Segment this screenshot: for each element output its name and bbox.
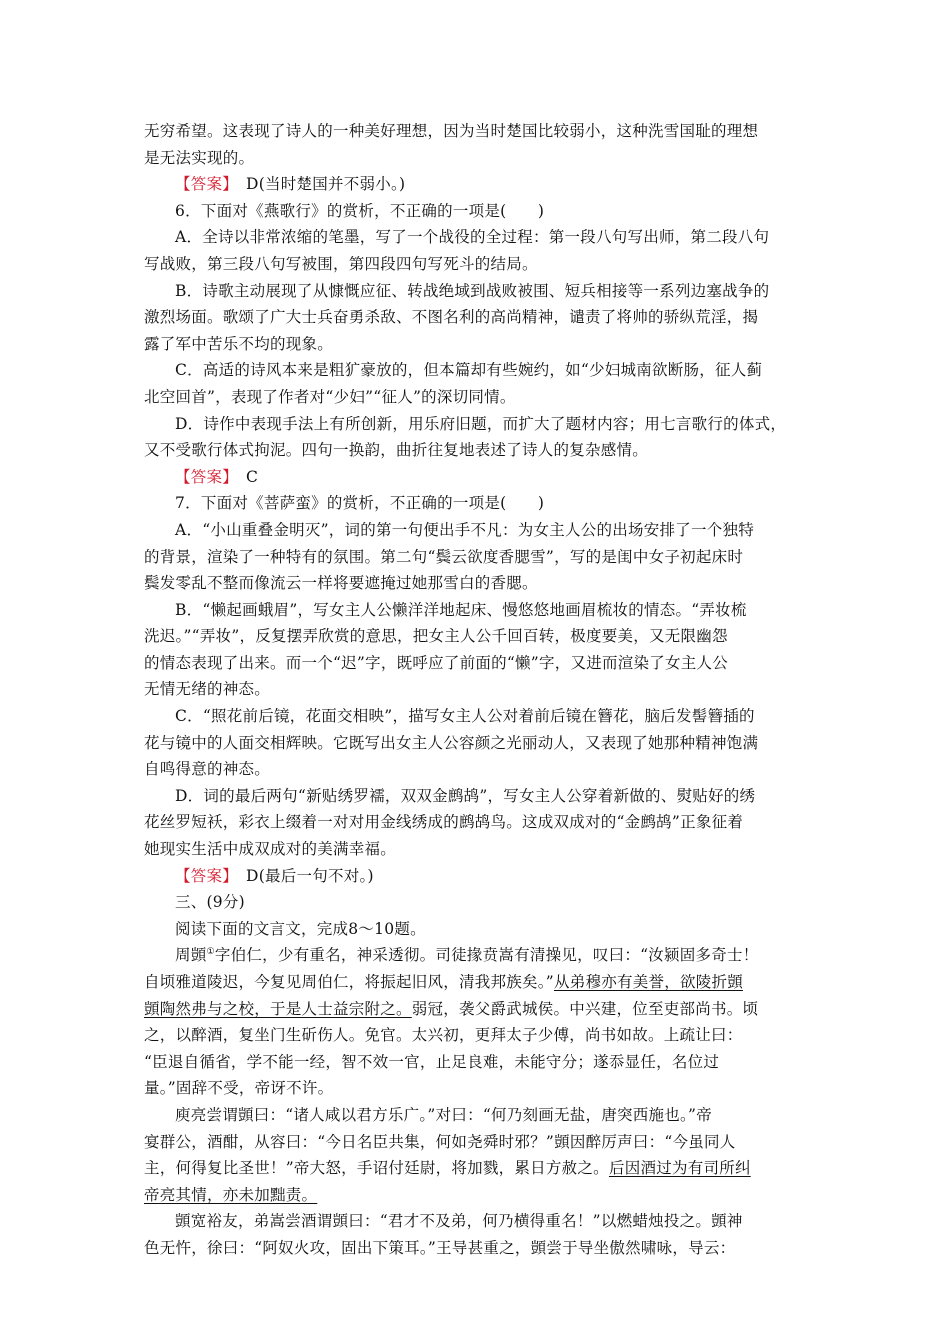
text-line [144, 1102, 814, 1129]
text-line [144, 278, 814, 305]
line-text: 量。”固辞不受，帝讶不许。 [144, 1079, 334, 1098]
text-line [144, 171, 814, 198]
text-line [144, 198, 814, 225]
line-text: B．“懒起画蛾眉”，写女主人公懒洋洋地起床、慢悠悠地画眉梳妆的情态。“弄妆梳 [175, 600, 747, 619]
line-text: C．高适的诗风本来是粗犷豪放的，但本篇却有些婉约，如“少妇城南欲断肠，征人蓟 [175, 361, 763, 380]
text-line [144, 836, 814, 863]
text-line [144, 1235, 814, 1262]
line-text: 写战败，第三段八句写被围，第四段四句写死斗的结局。 [144, 254, 538, 273]
text-line [144, 703, 814, 730]
line-text: 自鸣得意的神态。 [144, 760, 271, 779]
text-line [144, 942, 814, 969]
text-line [144, 809, 814, 836]
answer-label: 【答案】 [175, 467, 231, 486]
text-line [144, 730, 814, 757]
footnote-mark: ① [206, 947, 215, 958]
line-text: 庾亮尝谓顗曰：“诸人咸以君方乐广。”对曰：“何乃刻画无盐，唐突西施也。”帝 [175, 1105, 712, 1124]
text-line [144, 304, 814, 331]
text-line [144, 490, 814, 517]
line-text: B．诗歌主动展现了从慷慨应征、转战绝域到战败被围、短兵相接等一系列边塞战争的 [175, 281, 770, 300]
text-line [144, 464, 814, 491]
text-line [144, 145, 814, 172]
line-text: D．诗作中表现手法上有所创新，用乐府旧题，而扩大了题材内容；用七言歌行的体式， [175, 414, 787, 433]
text-line [144, 224, 814, 251]
text-line [144, 570, 814, 597]
underlined-text: 帝亮其情，亦未加黜责。 [144, 1185, 318, 1204]
line-text: D(当时楚国并不弱小。) [230, 175, 406, 194]
text-line [144, 1155, 814, 1182]
line-text: 花与镜中的人面交相辉映。它既写出女主人公容颜之光丽动人，又表现了她那种精神饱满 [144, 733, 759, 752]
line-text: 的情态表现了出来。而一个“迟”字，既呼应了前面的“懒”字，又进而渲染了女主人公 [144, 653, 728, 672]
answer-label: 【答案】 [175, 175, 231, 194]
line-text: 主，何得复比圣世！”帝大怒，手诏付廷尉，将加戮，累日方赦之。 [144, 1159, 609, 1178]
underlined-text: 顗陶然弗与之校，于是人士益宗附之。 [144, 999, 412, 1018]
text-line [144, 1075, 814, 1102]
text-line [144, 357, 814, 384]
line-text: C [230, 467, 259, 486]
line-text: A．全诗以非常浓缩的笔墨，写了一个战役的全过程：第一段八句写出师，第二段八句 [175, 228, 770, 247]
text-line [144, 996, 814, 1023]
text-line [144, 384, 814, 411]
line-text: C．“照花前后镜，花面交相映”，描写女主人公对着前后镜在簪花，脑后发髻簪插的 [175, 707, 755, 726]
line-text: 之，以醉酒，复坐门生斫伤人。免官。太兴初，更拜太子少傅，尚书如故。上疏让曰： [144, 1026, 743, 1045]
line-text: 7．下面对《菩萨蛮》的赏析，不正确的一项是( ) [175, 494, 545, 513]
text-line [144, 544, 814, 571]
text-line [144, 1049, 814, 1076]
line-text: 又不受歌行体式拘泥。四句一换韵，曲折往复地表述了诗人的复杂感情。 [144, 441, 649, 460]
underlined-text: 从弟穆亦有美誉，欲陵折顗 [553, 973, 743, 991]
line-text: 顗宽裕友，弟嵩尝酒谓顗曰：“君才不及弟，何乃横得重名！”以燃蜡烛投之。顗神 [175, 1212, 743, 1231]
line-text: 的背景，渲染了一种特有的氛围。第二句“鬓云欲度香腮雪”，写的是闺中女子初起床时 [144, 547, 744, 566]
text-line [144, 1022, 814, 1049]
line-text: 露了军中苦乐不均的现象。 [144, 334, 334, 353]
text-line [144, 517, 814, 544]
line-text: 洗迟。”“弄妆”，反复摆弄欣赏的意思，把女主人公千回百转，极度要美，又无限幽怨 [144, 627, 728, 646]
text-line [144, 783, 814, 810]
text-line [144, 251, 814, 278]
text-line [144, 1129, 814, 1156]
line-text: 三、(9分) [175, 893, 245, 912]
line-text: 6．下面对《燕歌行》的赏析，不正确的一项是( ) [175, 201, 545, 220]
text-line [144, 969, 814, 996]
text-line [144, 623, 814, 650]
line-text: “臣退自循省，学不能一经，智不效一官，止足良难，未能守分；遂忝显任，名位过 [144, 1052, 720, 1071]
line-text: 无情无绪的神态。 [144, 680, 271, 699]
line-text: 无穷希望。这表现了诗人的一种美好理想，因为当时楚国比较弱小，这种洗雪国耻的理想 [144, 122, 759, 140]
line-text: 周顗 [175, 946, 207, 965]
line-text: 激烈场面。歌颂了广大士兵奋勇杀敌、不图名利的高尚精神，谴责了将帅的骄纵荒淫，揭 [144, 308, 759, 327]
line-text: A．“小山重叠金明灭”，词的第一句便出手不凡：为女主人公的出场安排了一个独特 [175, 520, 755, 539]
text-line [144, 863, 814, 890]
text-line [144, 331, 814, 358]
text-line [144, 756, 814, 783]
answer-label: 【答案】 [175, 866, 231, 885]
line-text: 花丝罗短袄，彩衣上缀着一对对用金线绣成的鹧鸪鸟。这成双成对的“金鹧鸪”正象征着 [144, 813, 744, 832]
line-text: 色无忤，徐曰：“阿奴火攻，固出下策耳。”王导甚重之，顗尝于导坐傲然啸咏，导云： [144, 1238, 736, 1257]
line-text: 字伯仁，少有重名，神采透彻。司徒掾贲嵩有清操见，叹曰：“汝颍固多奇士！ [214, 946, 759, 965]
text-line [144, 650, 814, 677]
line-text: D(最后一句不对。) [230, 866, 374, 885]
line-text: 阅读下面的文言文，完成8～10题。 [175, 919, 426, 938]
text-line [144, 437, 814, 464]
line-text: 她现实生活中成双成对的美满幸福。 [144, 840, 397, 859]
line-text: 宴群公，酒酣，从容曰：“今日名臣共集，何如尧舜时邪？”顗因醉厉声曰：“今虽同人 [144, 1132, 736, 1151]
underlined-text: 后因酒过为有司所纠 [608, 1159, 751, 1178]
text-line [144, 916, 814, 943]
text-line [144, 411, 814, 438]
text-line [144, 889, 814, 916]
line-text: 北空回首”，表现了作者对“少妇”“征人”的深切同情。 [144, 387, 516, 406]
line-text: 是无法实现的。 [144, 148, 255, 167]
text-line [144, 1182, 814, 1209]
text-line [144, 1208, 814, 1235]
text-line [144, 676, 814, 703]
text-line [144, 597, 814, 624]
line-text: 鬓发零乱不整而像流云一样将要遮掩过她那雪白的香腮。 [144, 574, 538, 593]
line-text: D．词的最后两句“新贴绣罗襦，双双金鹧鸪”，写女主人公穿着新做的、熨贴好的绣 [175, 786, 756, 805]
line-text: 自顷雅道陵迟，今复见周伯仁，将振起旧风，清我邦族矣。” [144, 973, 554, 991]
line-text: 弱冠，袭父爵武城侯。中兴建，位至吏部尚书。顷 [411, 999, 759, 1018]
text-line [144, 118, 814, 145]
